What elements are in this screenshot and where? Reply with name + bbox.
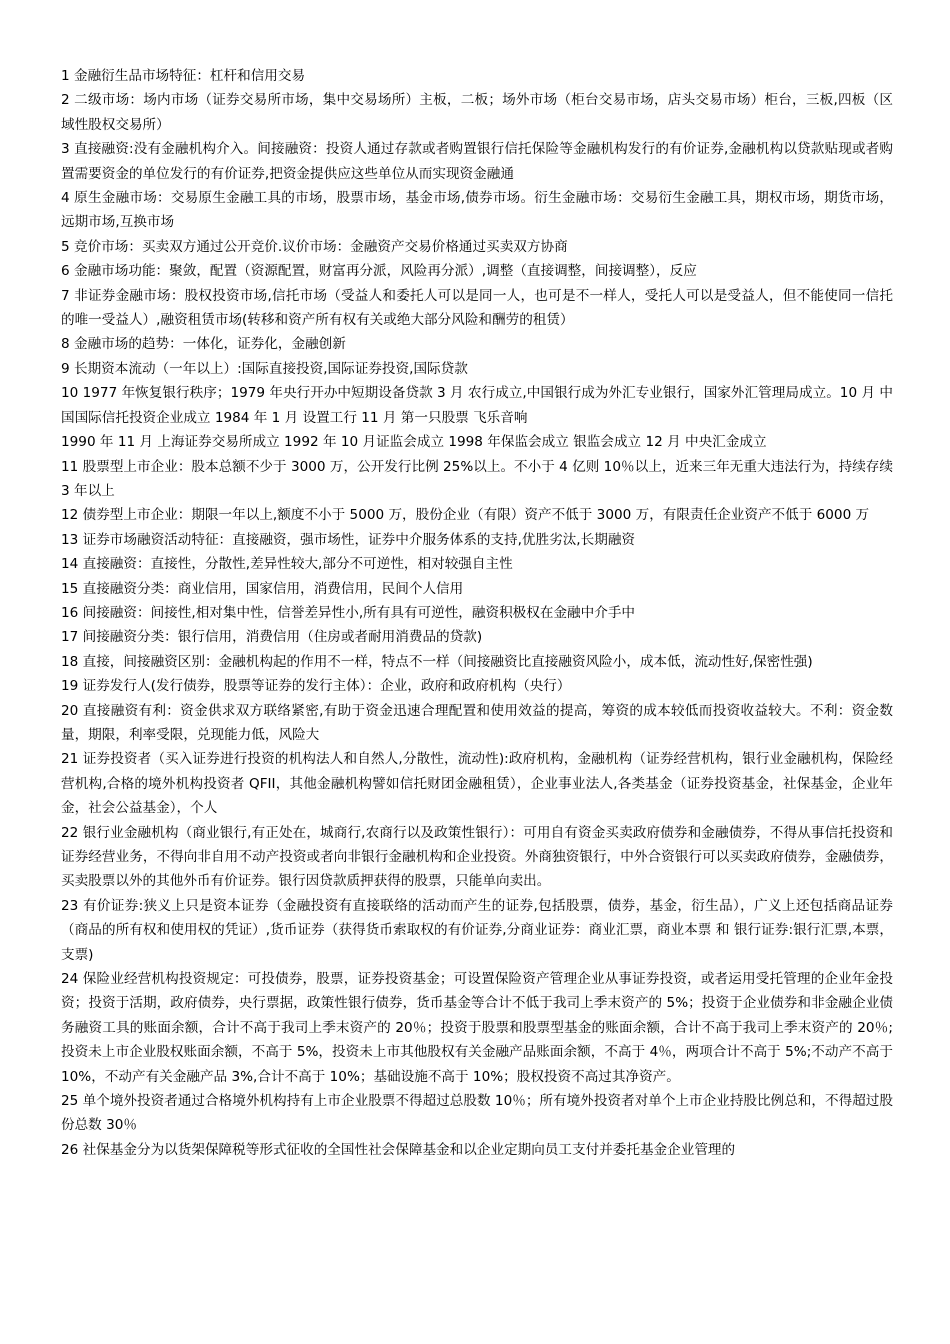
paragraph-17: 17 间接融资分类：银行信用，消费信用（住房或者耐用消费品的贷款) bbox=[61, 629, 483, 646]
paragraph-14: 14 直接融资：直接性，分散性,差异性较大,部分不可逆性，相对较强自主性 bbox=[61, 556, 513, 573]
paragraph-11: 11 股票型上市企业：股本总额不少于 3000 万，公开发行比例 25%以上。不小于 4 亿则 10％以上，近来三年无重大违法行为，持续存续 3 年以上 bbox=[61, 458, 893, 499]
paragraph-19: 19 证券发行人(发行债券，股票等证券的发行主体）：企业，政府和政府机构（央行） bbox=[61, 678, 571, 695]
paragraph-10: 10 1977 年恢复银行秩序；1979 年央行开办中短期设备贷款 3 月 农行成立,中国银行成为外汇专业银行，国家外汇管理局成立。10 月 中国国际信托投资企业成立 1984 年 1 月 设置工行 11 月 第一只股票 飞乐音响 bbox=[61, 385, 893, 426]
document-body bbox=[61, 64, 893, 1162]
paragraph-16: 16 间接融资：间接性,相对集中性，信誉差异性小,所有具有可逆性，融资积极权在金融中介手中 bbox=[61, 604, 636, 621]
paragraph-7: 7 非证券金融市场：股权投资市场,信托市场（受益人和委托人可以是同一人，也可是不一样人，受托人可以是受益人，但不能使同一信托的唯一受益人）,融资租赁市场(转移和资产所有权有关或绝大部分风险和酬劳的租赁） bbox=[61, 287, 893, 329]
paragraph-26: 26 社保基金分为以货架保障税等形式征收的全国性社会保障基金和以企业定期向员工支付并委托基金企业管理的 bbox=[61, 1141, 736, 1158]
paragraph-22: 22 银行业金融机构（商业银行,有正处在，城商行,农商行以及政策性银行）：可用自有资金买卖政府债券和金融债券，不得从事信托投资和证券经营业务，不得向非自用不动产投资或者向非银行金融机构和企业投资。外商独资银行，中外合资银行可以买卖政府债券，金融债券，买卖股票以外的其他外币有价证券。银行因贷款质押获得的股票，只能单向卖出。 bbox=[61, 824, 893, 890]
paragraph-21: 21 证券投资者（买入证券进行投资的机构法人和自然人,分散性，流动性):政府机构，金融机构（证券经营机构，银行业金融机构，保险经营机构,合格的境外机构投资者 QFII，其他金融机构譬如信托财团金融租赁），企业事业法人,各类基金（证券投资基金，社保基金，企业年金，社会公益基金），个人 bbox=[61, 751, 893, 817]
paragraph-6: 6 金融市场功能：聚敛，配置（资源配置，财富再分派，风险再分派）,调整（直接调整，间接调整），反应 bbox=[61, 263, 697, 280]
paragraph-10-cont: 1990 年 11 月 上海证券交易所成立 1992 年 10 月证监会成立 1998 年保监会成立 银监会成立 12 月 中央汇金成立 bbox=[61, 434, 767, 451]
paragraph-4: 4 原生金融市场：交易原生金融工具的市场，股票市场，基金市场,债券市场。衍生金融市场：交易衍生金融工具，期权市场，期货市场，远期市场,互换市场 bbox=[61, 190, 893, 231]
paragraph-1: 1 金融衍生品市场特征：杠杆和信用交易 bbox=[61, 68, 306, 84]
paragraph-13: 13 证券市场融资活动特征：直接融资，强市场性，证券中介服务体系的支持,优胜劣汰,长期融资 bbox=[61, 531, 636, 548]
paragraph-5: 5 竞价市场：买卖双方通过公开竞价.议价市场：金融资产交易价格通过买卖双方协商 bbox=[61, 238, 568, 255]
paragraph-2: 2 二级市场：场内市场（证券交易所市场，集中交易场所）主板，二板；场外市场（柜台交易市场，店头交易市场）柜台，三板,四板（区域性股权交易所） bbox=[61, 92, 893, 133]
paragraph-12: 12 债券型上市企业：期限一年以上,额度不小于 5000 万，股份企业（有限）资产不低于 3000 万，有限责任企业资产不低于 6000 万 bbox=[61, 507, 870, 524]
paragraph-25: 25 单个境外投资者通过合格境外机构持有上市企业股票不得超过总股数 10％；所有境外投资者对单个上市企业持股比例总和，不得超过股份总数 30％ bbox=[61, 1093, 893, 1134]
paragraph-24: 24 保险业经营机构投资规定：可投债券，股票，证券投资基金；可设置保险资产管理企业从事证券投资，或者运用受托管理的企业年金投资；投资于活期，政府债券，央行票据，政策性银行债券，货币基金等合计不低于我司上季末资产的 5%；投资于企业债券和非金融企业债务融资工具的账面余额，合计不高于我司上季末资产的 20％；投资于股票和股票型基金的账面余额，合计不高于我司上季末资产的 20％;投资未上市企业股权账面余额，不高于 5%，投资未上市其他股权有关金融产品账面余额，不高于 4％，两项合计不高于 5%;不动产不高于 10%，不动产有关金融产品 3%,合计不高于 10%；基础设施不高于 10%；股权投资不高过其净资产。 bbox=[61, 971, 893, 1085]
paragraph-15: 15 直接融资分类：商业信用，国家信用，消费信用，民间个人信用 bbox=[61, 580, 464, 597]
paragraph-23: 23 有价证券:狭义上只是资本证券（金融投资有直接联络的活动而产生的证券,包括股票，债券，基金，衍生品），广义上还包括商品证券（商品的所有权和使用权的凭证）,货币证券（获得货币索取权的有价证券,分商业证券：商业汇票，商业本票 和 银行证券:银行汇票,本票，支票) bbox=[61, 897, 893, 963]
paragraph-3: 3 直接融资:没有金融机构介入。间接融资：投资人通过存款或者购置银行信托保险等金融机构发行的有价证券,金融机构以贷款贴现或者购置需要资金的单位发行的有价证券,把资金提供应这些单位从而实现资金融通 bbox=[61, 141, 893, 182]
paragraph-18: 18 直接，间接融资区别：金融机构起的作用不一样，特点不一样（间接融资比直接融资风险小，成本低，流动性好,保密性强) bbox=[61, 653, 813, 670]
paragraph-8: 8 金融市场的趋势：一体化，证券化，金融创新 bbox=[61, 336, 346, 353]
paragraph-9: 9 长期资本流动（一年以上）:国际直接投资,国际证券投资,国际贷款 bbox=[61, 360, 468, 377]
paragraph-20: 20 直接融资有利：资金供求双方联络紧密,有助于资金迅速合理配置和使用效益的提高，筹资的成本较低而投资收益较大。不利：资金数量，期限，利率受限，兑现能力低，风险大 bbox=[61, 702, 893, 743]
